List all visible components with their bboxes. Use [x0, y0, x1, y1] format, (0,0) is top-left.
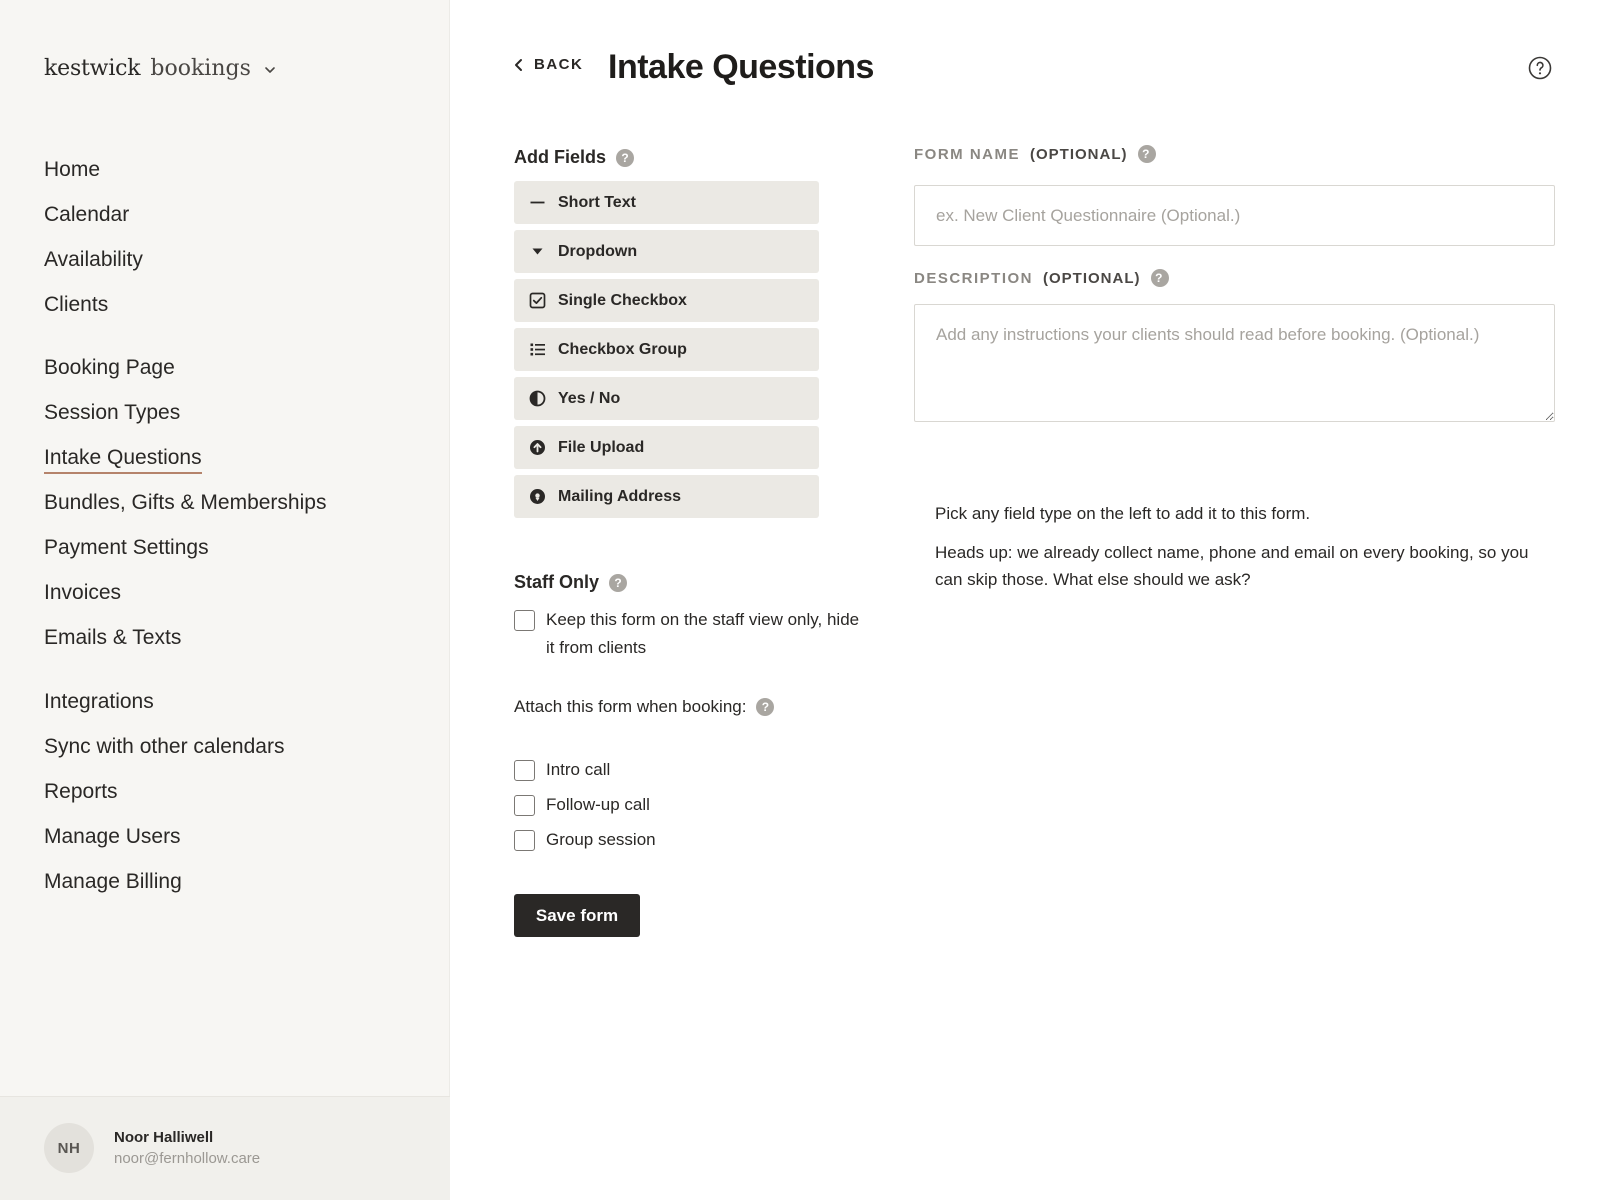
attach-form-label	[514, 697, 774, 717]
form-name-label	[914, 145, 1156, 163]
info-hint: Pick any field type on the left to add it to this form.	[935, 504, 1311, 523]
option-label: Intro call	[546, 760, 611, 779]
upload-icon	[529, 439, 546, 456]
nav-item-manage-billing[interactable]	[44, 867, 284, 912]
follow-up-call-checkbox[interactable]	[514, 795, 535, 816]
add-single-checkbox-button[interactable]	[514, 279, 819, 322]
workspace-switcher[interactable]	[44, 56, 277, 81]
nav-item-label: Home	[44, 158, 101, 181]
add-checkbox-group-button[interactable]	[514, 328, 819, 371]
nav-item-integrations[interactable]	[44, 687, 284, 732]
nav-item-sync-calendars[interactable]	[44, 732, 284, 777]
nav-item-session-types[interactable]	[44, 398, 326, 443]
description-label	[914, 269, 1169, 287]
user-email: noor@fernhollow.care	[114, 1150, 261, 1167]
staff-only-label	[546, 606, 859, 662]
field-type-label: Mailing Address	[558, 487, 681, 505]
field-type-label: Dropdown	[558, 242, 638, 260]
caret-down-icon	[529, 243, 546, 260]
add-mailing-address-button[interactable]	[514, 475, 819, 518]
field-type-label: Yes / No	[558, 389, 621, 407]
staff-only-label-line2: it from clients	[546, 638, 647, 657]
back-button[interactable]	[512, 56, 583, 73]
question-icon[interactable]: ?	[1138, 145, 1156, 163]
nav-item-reports[interactable]	[44, 777, 284, 822]
chevron-down-icon	[263, 63, 277, 77]
nav-item-label: Integrations	[44, 690, 154, 713]
nav-item-label: Manage Users	[44, 825, 181, 848]
field-type-label: Single Checkbox	[558, 291, 687, 309]
intro-call-checkbox[interactable]	[514, 760, 535, 781]
add-file-upload-button[interactable]	[514, 426, 819, 469]
add-fields-title: Add Fields	[514, 147, 607, 167]
nav-item-label: Availability	[44, 248, 143, 271]
nav-item-label: Calendar	[44, 203, 130, 226]
chevron-left-icon	[512, 57, 526, 73]
question-icon[interactable]: ?	[1151, 269, 1169, 287]
staff-only-heading	[514, 572, 627, 593]
optional-tag: (OPTIONAL)	[1030, 145, 1128, 163]
field-type-label: Short Text	[558, 193, 636, 211]
group-session-checkbox[interactable]	[514, 830, 535, 851]
nav-item-label: Invoices	[44, 581, 122, 604]
question-icon[interactable]: ?	[616, 149, 634, 167]
nav-item-home[interactable]	[44, 155, 143, 200]
nav-item-label: Manage Billing	[44, 870, 182, 893]
nav-item-label: Booking Page	[44, 356, 175, 379]
nav-group-setup	[44, 353, 326, 668]
nav-item-label: Emails & Texts	[44, 626, 182, 649]
back-label: BACK	[534, 56, 584, 73]
page-title: Intake Questions	[608, 48, 874, 86]
nav-item-invoices[interactable]	[44, 578, 326, 623]
nav-item-label: Reports	[44, 780, 118, 803]
nav-item-label: Intake Questions	[44, 446, 202, 474]
option-label: Group session	[546, 830, 656, 849]
nav-group-main	[44, 155, 143, 335]
attach-option-group-session[interactable]	[514, 826, 656, 854]
nav-item-manage-users[interactable]	[44, 822, 284, 867]
dash-icon	[529, 194, 546, 211]
user-profile[interactable]	[0, 1096, 450, 1200]
nav-item-label: Clients	[44, 293, 109, 316]
save-form-button[interactable]: Save form	[514, 894, 640, 937]
nav-item-emails-texts[interactable]	[44, 623, 326, 668]
checkbox-icon	[529, 292, 546, 309]
question-icon[interactable]: ?	[756, 698, 774, 716]
brand-name-primary: kestwick	[44, 56, 141, 81]
form-name-input[interactable]	[914, 185, 1555, 246]
half-circle-icon	[529, 390, 546, 407]
option-label: Follow-up call	[546, 795, 650, 814]
description-textarea[interactable]	[914, 304, 1555, 422]
help-icon[interactable]	[1528, 56, 1552, 80]
nav-item-label: Payment Settings	[44, 536, 209, 559]
add-dropdown-button[interactable]	[514, 230, 819, 273]
nav-item-label: Session Types	[44, 401, 181, 424]
add-short-text-button[interactable]	[514, 181, 819, 224]
staff-only-title: Staff Only	[514, 572, 600, 592]
attach-form-text: Attach this form when booking:	[514, 697, 747, 716]
description-title: DESCRIPTION	[914, 269, 1034, 287]
avatar: NH	[44, 1123, 94, 1173]
field-type-label: Checkbox Group	[558, 340, 687, 358]
add-yes-no-button[interactable]	[514, 377, 819, 420]
add-fields-list	[514, 181, 819, 524]
add-fields-heading	[514, 147, 634, 168]
nav-item-availability[interactable]	[44, 245, 143, 290]
nav-item-label: Sync with other calendars	[44, 735, 285, 758]
nav-group-account	[44, 687, 284, 912]
staff-only-option[interactable]	[514, 606, 859, 662]
nav-item-bundles-gifts-memberships[interactable]	[44, 488, 326, 533]
list-icon	[529, 341, 546, 358]
attach-option-follow-up-call[interactable]	[514, 791, 650, 819]
nav-item-calendar[interactable]	[44, 200, 143, 245]
nav-item-clients[interactable]	[44, 290, 143, 335]
sidebar	[0, 0, 450, 1200]
question-icon[interactable]: ?	[609, 574, 627, 592]
nav-item-label: Bundles, Gifts & Memberships	[44, 491, 327, 514]
field-type-label: File Upload	[558, 438, 645, 456]
attach-option-intro-call[interactable]	[514, 756, 610, 784]
info-note: Heads up: we already collect name, phone and email on every booking, so you can skip those. What else should we ask?	[935, 543, 1529, 589]
optional-tag: (OPTIONAL)	[1043, 269, 1141, 287]
location-pin-icon	[529, 488, 546, 505]
form-name-title: FORM NAME	[914, 145, 1020, 163]
brand-name-secondary: bookings	[150, 56, 251, 81]
staff-only-checkbox[interactable]	[514, 610, 535, 631]
user-name: Noor Halliwell	[114, 1129, 214, 1146]
nav-item-payment-settings[interactable]	[44, 533, 326, 578]
nav-item-intake-questions[interactable]	[44, 443, 326, 488]
nav-item-booking-page[interactable]	[44, 353, 326, 398]
staff-only-label-line1: Keep this form on the staff view only, hide	[546, 610, 860, 629]
